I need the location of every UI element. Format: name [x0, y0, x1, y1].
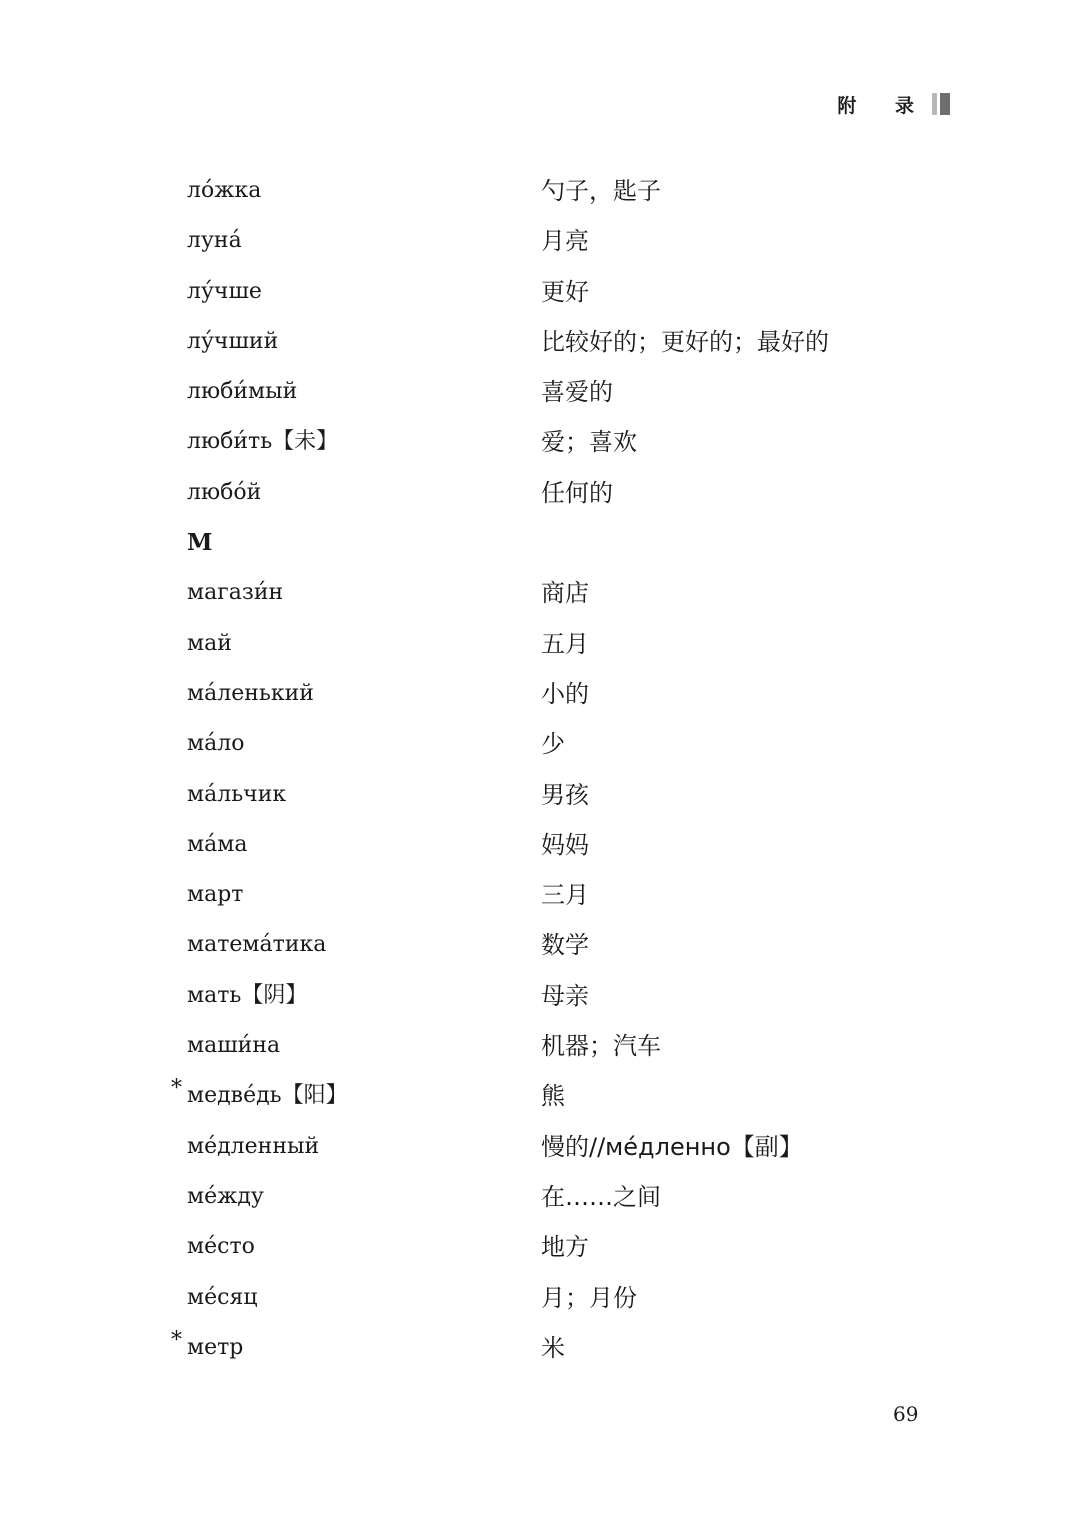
entry-chinese-meaning: 地方 [541, 1233, 589, 1262]
entry-russian-word: ме́сто [187, 1234, 255, 1260]
entry-russian-word: март [187, 882, 244, 908]
entry-chinese-meaning: 少 [541, 730, 565, 759]
section-letter-m: М [187, 529, 213, 557]
entry-chinese-meaning: 男孩 [541, 780, 589, 809]
entry-chinese-meaning: 机器；汽车 [541, 1032, 661, 1061]
vocab-entry [0, 870, 1087, 920]
running-header [837, 88, 950, 120]
vocab-entry [0, 267, 1087, 317]
entry-chinese-meaning: 妈妈 [541, 830, 589, 859]
entry-chinese-meaning: 数学 [541, 931, 589, 960]
entry-russian-word: метр [187, 1334, 244, 1360]
vocab-entry [0, 1071, 1087, 1121]
vocab-entry [0, 920, 1087, 970]
entry-russian-word: лу́чше [187, 278, 262, 304]
vocabulary-list [0, 166, 1087, 1373]
entry-russian-word: ма́ма [187, 831, 248, 857]
vocab-entry [0, 619, 1087, 669]
entry-chinese-meaning: 母亲 [541, 981, 589, 1010]
entry-chinese-meaning: 五月 [541, 629, 589, 658]
vocab-entry [0, 1323, 1087, 1373]
vocab-entry [0, 317, 1087, 367]
entry-russian-word: луна́ [187, 228, 242, 254]
entry-russian-word: медве́дь【阳】 [187, 1083, 348, 1109]
entry-russian-word: мать【阴】 [187, 982, 308, 1008]
entry-chinese-meaning: 爱；喜欢 [541, 428, 637, 457]
entry-chinese-meaning: 更好 [541, 277, 589, 306]
entry-russian-word: магази́н [187, 580, 284, 606]
vocab-entry [0, 719, 1087, 769]
entry-chinese-meaning: 小的 [541, 679, 589, 708]
vocab-entry [0, 367, 1087, 417]
entry-russian-word: ме́дленный [187, 1133, 320, 1159]
entry-russian-word: ме́жду [187, 1183, 264, 1209]
vocab-entry [0, 1021, 1087, 1071]
entry-star-marker: * [171, 1076, 182, 1102]
entry-russian-word: ма́ленький [187, 680, 314, 706]
entry-chinese-meaning: 米 [541, 1333, 565, 1362]
header-bar-light-decoration [932, 93, 937, 115]
entry-russian-word: ма́ло [187, 731, 245, 757]
vocab-entry [0, 820, 1087, 870]
entry-chinese-meaning: 任何的 [541, 478, 613, 507]
vocab-entry [0, 770, 1087, 820]
vocab-entry [0, 1122, 1087, 1172]
entry-russian-word: люби́мый [187, 379, 298, 405]
vocab-entry [0, 1273, 1087, 1323]
page-number: 69 [893, 1402, 919, 1426]
entry-star-marker: * [171, 1327, 182, 1353]
entry-chinese-meaning: 比较好的；更好的；最好的 [541, 327, 829, 356]
entry-chinese-meaning: 月；月份 [541, 1283, 637, 1312]
entry-chinese-meaning: 熊 [541, 1082, 565, 1111]
entry-chinese-meaning: 喜爱的 [541, 378, 613, 407]
entry-russian-word: лу́чший [187, 328, 279, 354]
entry-russian-word: люби́ть【未】 [187, 429, 339, 455]
entry-russian-word: матема́тика [187, 932, 327, 958]
vocab-entry [0, 166, 1087, 216]
vocab-entry [0, 1172, 1087, 1222]
vocab-entry [0, 417, 1087, 467]
entry-russian-word: май [187, 630, 232, 656]
vocab-entry [0, 568, 1087, 618]
entry-russian-word: ло́жка [187, 178, 262, 203]
section-heading [0, 518, 1087, 568]
vocab-entry [0, 669, 1087, 719]
entry-russian-word: любо́й [187, 479, 262, 505]
entry-chinese-meaning: 勺子，匙子 [541, 177, 661, 205]
entry-russian-word: маши́на [187, 1033, 281, 1059]
vocab-entry [0, 1222, 1087, 1272]
entry-chinese-meaning: 慢的//ме́дленно【副】 [541, 1132, 803, 1161]
entry-russian-word: ма́льчик [187, 781, 287, 807]
entry-russian-word: ме́сяц [187, 1284, 258, 1310]
vocab-entry [0, 971, 1087, 1021]
header-title: 附 录 [837, 94, 930, 117]
vocab-entry [0, 216, 1087, 266]
entry-chinese-meaning: 月亮 [541, 227, 589, 256]
entry-chinese-meaning: 三月 [541, 881, 589, 910]
header-bar-dark-decoration [940, 93, 950, 115]
entry-chinese-meaning: 商店 [541, 579, 589, 608]
entry-chinese-meaning: 在……之间 [541, 1182, 661, 1211]
vocab-entry [0, 468, 1087, 518]
